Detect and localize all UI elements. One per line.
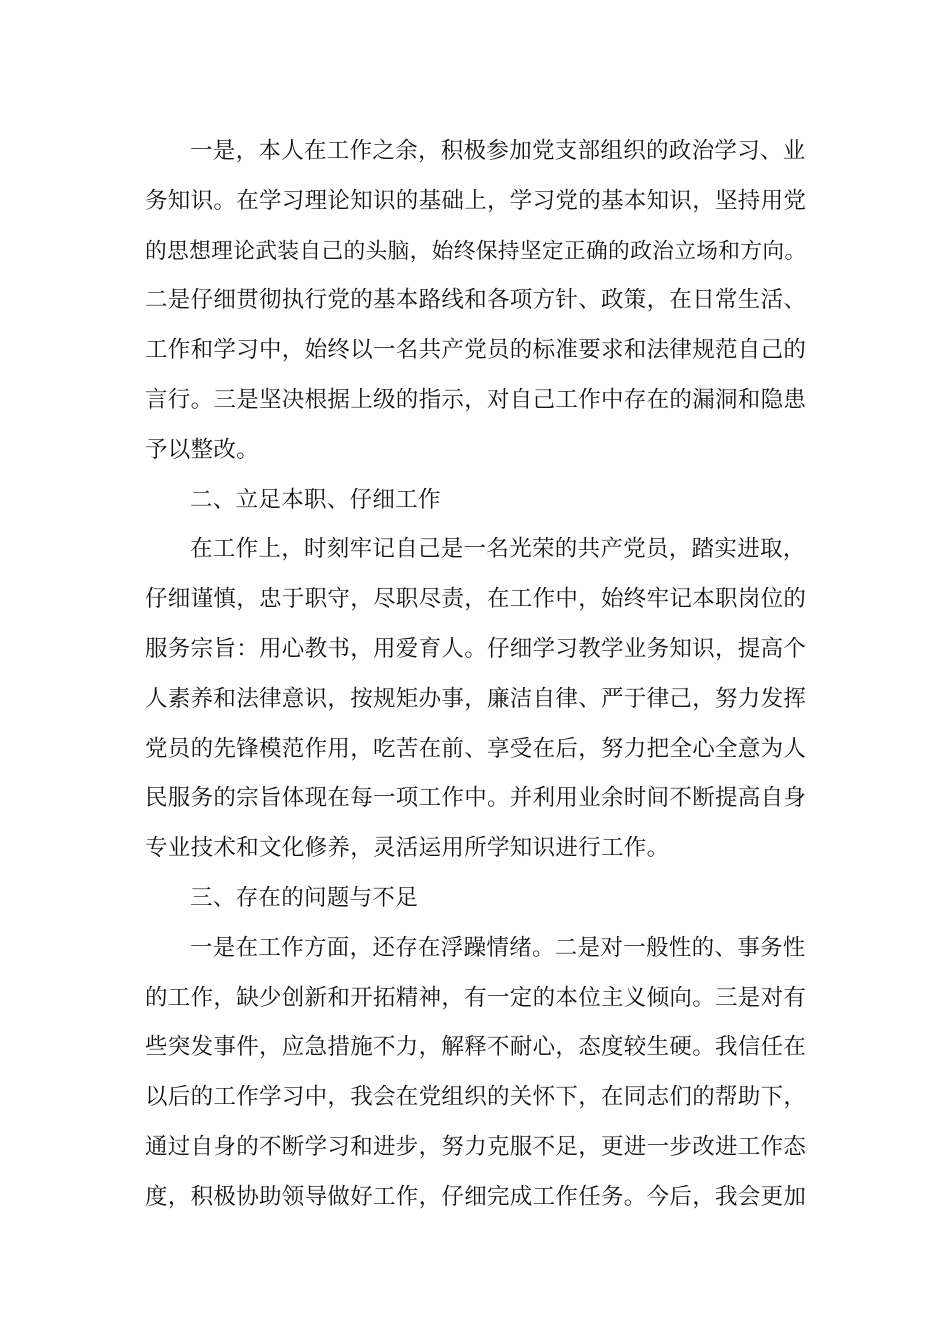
text-line: 一是，本人在工作之余，积极参加党支部组织的政治学习、业 <box>190 138 806 164</box>
text-line: 党员的先锋模范作用，吃苦在前、享受在后，努力把全心全意为人 <box>145 735 807 762</box>
document-body <box>145 127 810 1223</box>
text-line: 予以整改。 <box>145 436 260 463</box>
text-line: 言行。三是坚决根据上级的指示，对自己工作中存在的漏洞和隐患 <box>145 386 807 413</box>
text-line: 专业技术和文化修养，灵活运用所学知识进行工作。 <box>145 835 670 862</box>
text-line: 度，积极协助领导做好工作，仔细完成工作任务。今后，我会更加 <box>145 1183 807 1210</box>
text-line: 在工作上，时刻牢记自己是一名光荣的共产党员，踏实进取， <box>190 536 806 563</box>
text-line: 一是在工作方面，还存在浮躁情绪。二是对一般性的、事务性 <box>190 934 806 961</box>
text-line: 以后的工作学习中，我会在党组织的关怀下，在同志们的帮助下， <box>145 1084 807 1111</box>
text-line: 民服务的宗旨体现在每一项工作中。并利用业余时间不断提高自身 <box>145 785 807 812</box>
text-line: 些突发事件，应急措施不力，解释不耐心，态度较生硬。我信任在 <box>145 1034 807 1061</box>
text-line: 的思想理论武装自己的头脑，始终保持坚定正确的政治立场和方向。 <box>145 238 807 264</box>
text-line: 工作和学习中，始终以一名共产党员的标准要求和法律规范自己的 <box>145 337 807 364</box>
text-line: 三、存在的问题与不足 <box>190 884 419 911</box>
text-line: 通过自身的不断学习和进步，努力克服不足，更进一步改进工作态 <box>145 1133 807 1160</box>
text-line: 服务宗旨：用心教书，用爱育人。仔细学习教学业务知识，提高个 <box>145 635 807 662</box>
text-line: 人素养和法律意识，按规矩办事，廉洁自律、严于律己，努力发挥 <box>145 685 807 712</box>
text-line: 二、立足本职、仔细工作 <box>190 486 441 513</box>
text-line: 务知识。在学习理论知识的基础上，学习党的基本知识，坚持用党 <box>145 187 807 214</box>
text-line: 的工作，缺少创新和开拓精神，有一定的本位主义倾向。三是对有 <box>145 984 807 1011</box>
text-line: 仔细谨慎，忠于职守，尽职尽责，在工作中，始终牢记本职岗位的 <box>145 586 807 613</box>
text-line: 二是仔细贯彻执行党的基本路线和各项方针、政策，在日常生活、 <box>145 287 807 314</box>
